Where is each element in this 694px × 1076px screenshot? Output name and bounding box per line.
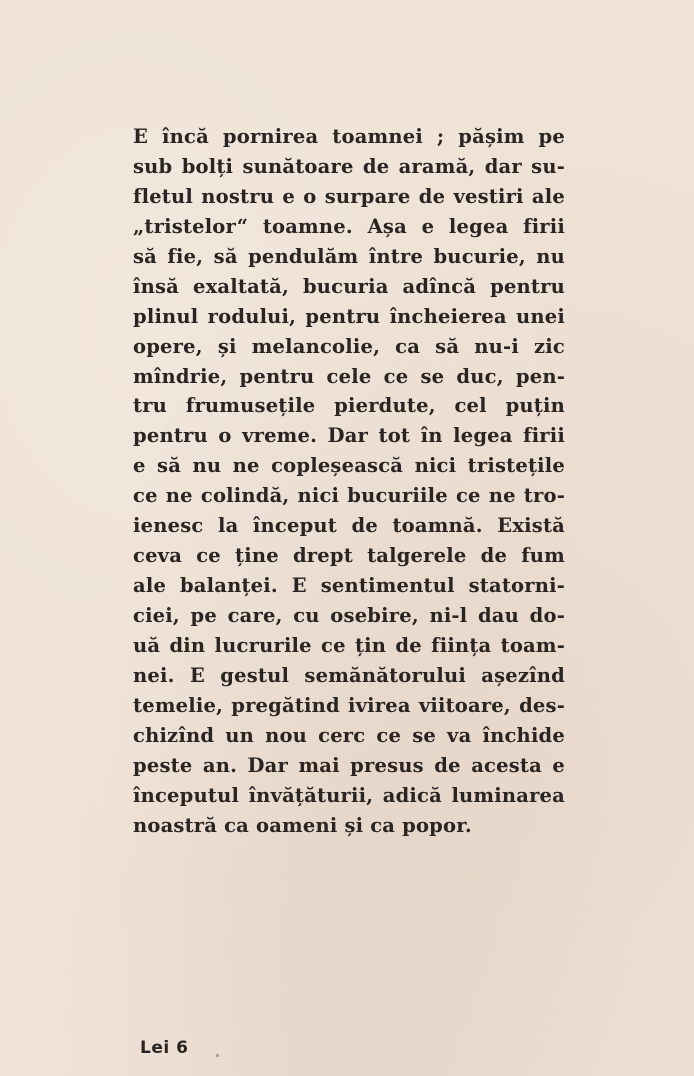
text-line: ienesc la început de toamnă. Există (133, 514, 565, 538)
text-line: mîndrie, pentru cele ce se duc, pen- (133, 364, 565, 388)
text-line: E încă pornirea toamnei ; pășim pe (133, 125, 565, 148)
text-line: chizînd un nou cerc ce se va închide (133, 723, 565, 747)
text-line: ciei, pe care, cu osebire, ni-l dau do- (133, 604, 565, 627)
text-line: pentru o vreme. Dar tot în legea firii (133, 424, 565, 448)
text-line: tru frumusețile pierdute, cel puțin (133, 394, 565, 418)
text-line: „tristelor“ toamne. Așa e legea firii (133, 214, 565, 238)
text-line: uă din lucrurile ce țin de ființa toam- (133, 633, 565, 657)
text-line: ceva ce ține drept talgerele de fum (133, 544, 565, 568)
body-text (133, 122, 565, 841)
text-line: începutul învățăturii, adică luminarea (133, 783, 565, 807)
text-line: plinul rodului, pentru încheierea unei (133, 304, 565, 328)
text-line: temelie, pregătind ivirea viitoare, des- (133, 693, 565, 717)
text-line: nei. E gestul semănătorului așezînd (133, 663, 565, 687)
text-line: peste an. Dar mai presus de acesta e (133, 753, 565, 777)
text-line: opere, și melancolie, ca să nu-i zic (133, 334, 565, 358)
paper-speck (216, 1054, 219, 1057)
text-line: noastră ca oameni și ca popor. (133, 813, 472, 837)
text-line: să fie, să pendulăm între bucurie, nu (133, 244, 565, 268)
text-line: sub bolți sunătoare de aramă, dar su- (133, 154, 565, 178)
text-line: ale balanței. E sentimentul statorni- (133, 574, 565, 598)
price-label: Lei 6 (140, 1038, 189, 1058)
text-line: însă exaltată, bucuria adîncă pentru (133, 274, 565, 298)
text-line: e să nu ne copleșească nici tristețile (133, 454, 565, 478)
text-line: fletul nostru e o surpare de vestiri ale (133, 184, 565, 208)
text-line: ce ne colindă, nici bucuriile ce ne tro- (133, 484, 565, 508)
